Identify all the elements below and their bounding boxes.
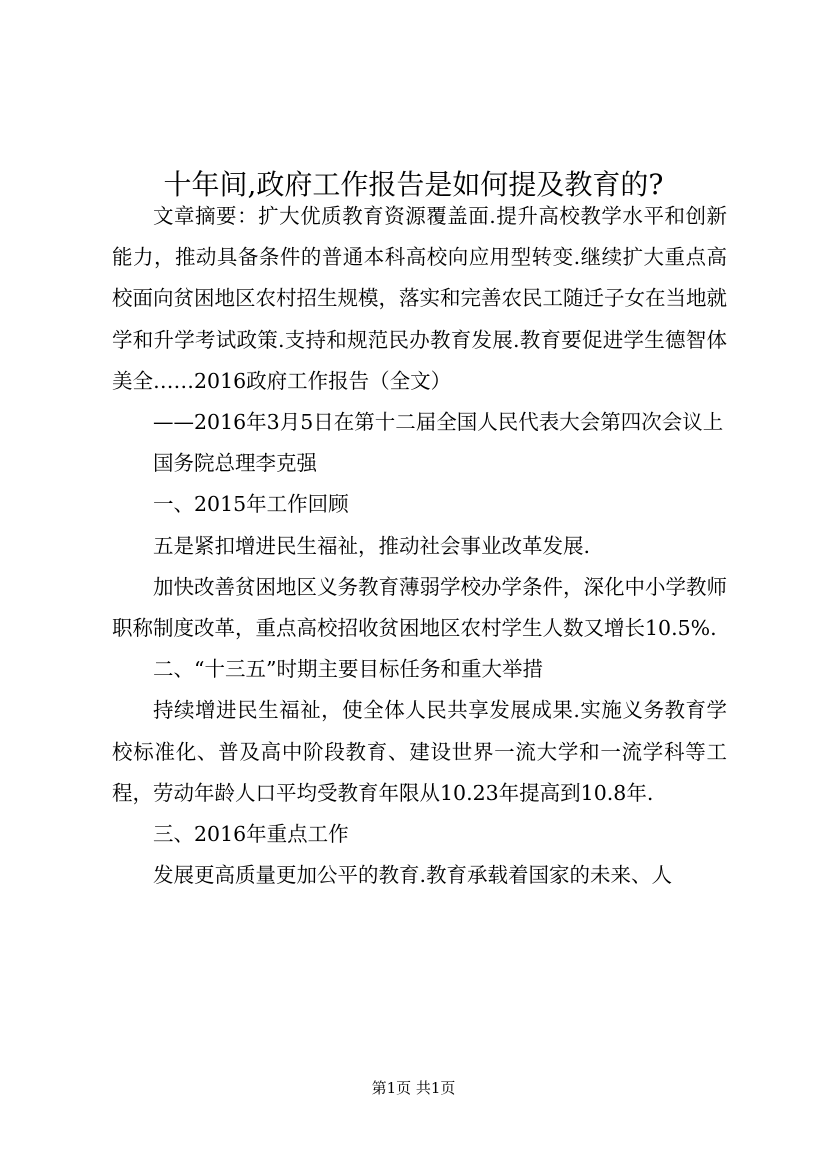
paragraph-point-five: 五是紧扣增进民生福祉，推动社会事业改革发展.	[153, 533, 591, 558]
paragraph-date-venue: ——2016年3月5日在第十二届全国人民代表大会第四次会议上	[153, 410, 724, 435]
section-heading-2015-review: 一、2015年工作回顾	[153, 492, 349, 517]
paragraph-poverty-education: 加快改善贫困地区义务教育薄弱学校办学条件，深化中小学教师职称制度改革，重点高校招收贫困地区农村学生人数又增长10.5%.	[112, 574, 727, 641]
paragraph-abstract: 文章摘要：扩大优质教育资源覆盖面.提升高校教学水平和创新能力，推动具备条件的普通本科高校向应用型转变.继续扩大重点高校面向贫困地区农村招生规模，落实和完善农民工随迁子女在当地就学和升学考试政策.支持和规范民办教育发展.教育要促进学生德智体美全……2016政府工作报告（全文）	[112, 204, 727, 393]
paragraph-quality-education: 发展更高质量更加公平的教育.教育承载着国家的未来、人	[153, 863, 673, 888]
section-heading-13th-five-year: 二、“十三五”时期主要目标任务和重大举措	[153, 657, 543, 682]
section-heading-2016-work: 三、2016年重点工作	[153, 822, 349, 847]
paragraph-speaker: 国务院总理李克强	[153, 451, 317, 476]
paragraph-livelihood-welfare: 持续增进民生福祉，使全体人民共享发展成果.实施义务教育学校标准化、普及高中阶段教育、建设世界一流大学和一流学科等工程，劳动年龄人口平均受教育年限从10.23年提高到10.8年.	[112, 698, 727, 805]
document-title: 十年间,政府工作报告是如何提及教育的?	[163, 167, 664, 201]
document-body	[112, 196, 727, 896]
page-footer: 第1页 共1页	[371, 1079, 456, 1097]
